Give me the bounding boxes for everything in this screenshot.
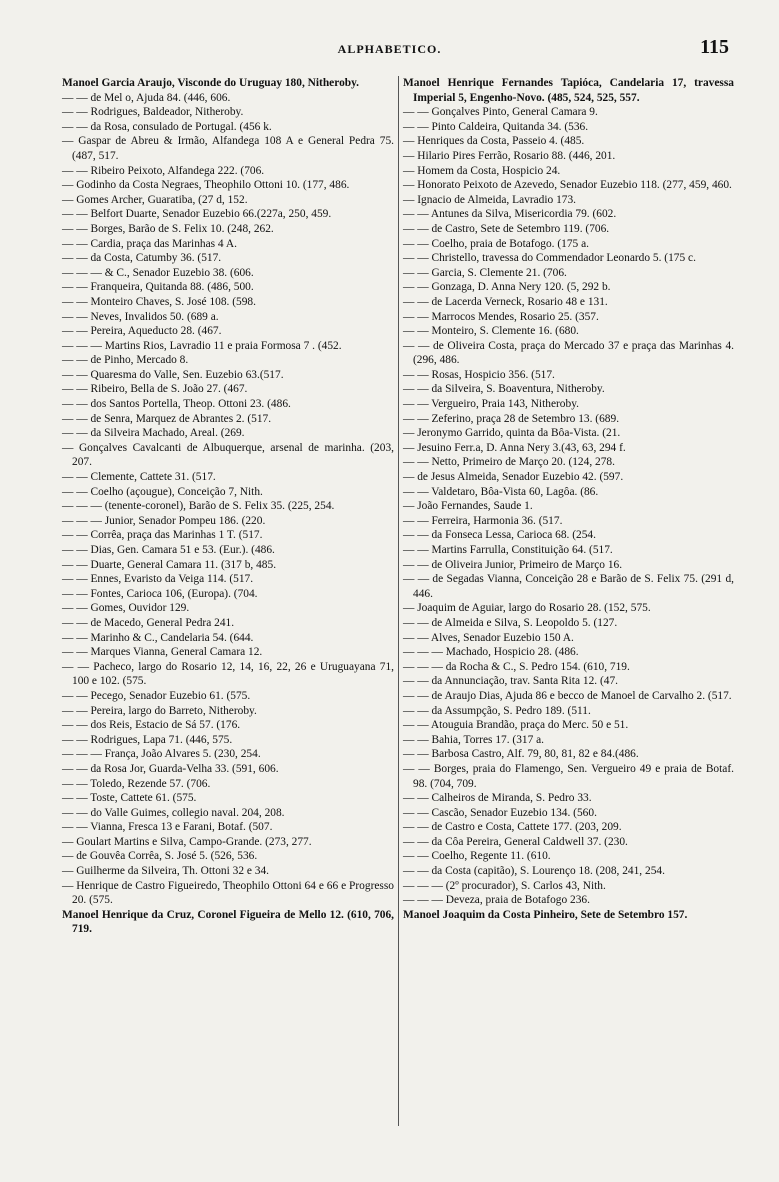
left-column bbox=[62, 76, 398, 1126]
directory-entry: — — Franqueira, Quitanda 88. (486, 500. bbox=[62, 281, 254, 294]
directory-entry: — — da Rosa, consulado de Portugal. (456 k. bbox=[62, 120, 272, 133]
directory-entry: — — da Costa (capitão), S. Lourenço 18. (208, 241, 254. bbox=[403, 865, 665, 878]
directory-entry: — — Coelho (açougue), Conceição 7, Nith. bbox=[62, 485, 263, 498]
directory-entry: — — Borges, Barão de S. Felix 10. (248, 262. bbox=[62, 222, 274, 235]
directory-entry: — João Fernandes, Saude 1. bbox=[403, 500, 533, 513]
directory-entry: — — de Segadas Vianna, Conceição 28 e Barão de S. Felix 75. (291 d, 446. bbox=[403, 573, 734, 600]
directory-entry: — — Pereira, largo do Barreto, Nitheroby. bbox=[62, 704, 257, 717]
directory-entry: — — Gonçalves Pinto, General Camara 9. bbox=[403, 106, 598, 119]
directory-entry: — — de Oliveira Costa, praça do Mercado 37 e praça das Marinhas 4. (296, 486. bbox=[403, 339, 734, 367]
directory-entry: — Gomes Archer, Guaratiba, (27 d, 152. bbox=[62, 193, 248, 206]
directory-entry: — — de Castro e Costa, Cattete 177. (203, 209. bbox=[403, 821, 622, 834]
directory-entry: — — Belfort Duarte, Senador Euzebio 66.(227a, 250, 459. bbox=[62, 208, 332, 221]
directory-entry: — Godinho da Costa Negraes, Theophilo Ottoni 10. (177, 486. bbox=[62, 179, 350, 192]
directory-entry: — — — (2º procurador), S. Carlos 43, Nith. bbox=[403, 879, 606, 892]
directory-entry: — — Gonzaga, D. Anna Nery 120. (5, 292 b. bbox=[403, 281, 611, 294]
directory-entry: — — Marinho & C., Candelaria 54. (644. bbox=[62, 631, 254, 644]
directory-entry: — — Cascão, Senador Euzebio 134. (560. bbox=[403, 806, 597, 819]
directory-entry: — — — Martins Rios, Lavradio 11 e praia Formosa 7 . (452. bbox=[62, 339, 342, 352]
directory-entry: — Ignacio de Almeida, Lavradio 173. bbox=[403, 193, 577, 206]
directory-entry: — — da Silveira, S. Boaventura, Nitheroby. bbox=[403, 383, 605, 396]
directory-entry: — — de Oliveira Junior, Primeiro de Março 16. bbox=[403, 558, 623, 571]
directory-entry: Manoel Joaquim da Costa Pinheiro, Sete de Setembro 157. bbox=[403, 908, 688, 921]
directory-entry: — Hilario Pires Ferrão, Rosario 88. (446, 201. bbox=[403, 149, 616, 162]
directory-entry: — Guilherme da Silveira, Th. Ottoni 32 e 34. bbox=[62, 865, 270, 878]
directory-entry: — — Alves, Senador Euzebio 150 A. bbox=[403, 631, 574, 644]
directory-entry: — — Dias, Gen. Camara 51 e 53. (Eur.). (486. bbox=[62, 544, 275, 556]
directory-entry: — — de Castro, Sete de Setembro 119. (706. bbox=[403, 222, 610, 235]
directory-entry: — — da Côa Pereira, General Caldwell 37. (230. bbox=[403, 835, 628, 848]
directory-entry: — — Corrêa, praça das Marinhas 1 T. (517. bbox=[62, 529, 263, 542]
directory-entry: — — da Assumpção, S. Pedro 189. (511. bbox=[403, 704, 591, 717]
directory-entry: — Jeronymo Garrido, quinta da Bôa-Vista. (21. bbox=[403, 427, 621, 440]
directory-entry: — — Duarte, General Camara 11. (317 b, 485. bbox=[62, 558, 277, 571]
directory-entry: — — Vergueiro, Praia 143, Nitheroby. bbox=[403, 398, 579, 411]
directory-entry: — — Coelho, praia de Botafogo. (175 a. bbox=[403, 237, 590, 250]
directory-entry: — — de Lacerda Verneck, Rosario 48 e 131. bbox=[403, 295, 608, 308]
directory-entry: — — de Araujo Dias, Ajuda 86 e becco de Manoel de Carvalho 2. (517. bbox=[403, 689, 732, 702]
directory-entry: — — — Machado, Hospicio 28. (486. bbox=[403, 646, 579, 659]
directory-entry: — — Neves, Invalidos 50. (689 a. bbox=[62, 310, 219, 323]
directory-entry: — — da Silveira Machado, Areal. (269. bbox=[62, 427, 245, 440]
directory-entry: — Joaquim de Aguiar, largo do Rosario 28. (152, 575. bbox=[403, 602, 651, 615]
directory-entry: — — Netto, Primeiro de Março 20. (124, 278. bbox=[403, 456, 615, 469]
columns bbox=[62, 76, 734, 1126]
directory-entry: — — da Rosa Jor, Guarda-Velha 33. (591, 606. bbox=[62, 762, 279, 775]
directory-entry: — — Garcia, S. Clemente 21. (706. bbox=[403, 266, 567, 279]
directory-entry: Manoel Henrique Fernandes Tapióca, Candelaria 17, travessa Imperial 5, Engenho-Novo. (485, 524, 525, 557. bbox=[403, 77, 734, 104]
directory-entry: — — — França, João Alvares 5. (230, 254. bbox=[62, 748, 261, 761]
directory-entry: — Honorato Peixoto de Azevedo, Senador Euzebio 118. (277, 459, 460. bbox=[403, 179, 732, 192]
directory-entry: — — Monteiro Chaves, S. José 108. (598. bbox=[62, 295, 256, 308]
directory-entry: — — Quaresma do Valle, Sen. Euzebio 63.(517. bbox=[62, 368, 284, 381]
directory-entry: — Goulart Martins e Silva, Campo-Grande. (273, 277. bbox=[62, 835, 312, 848]
directory-entry: — — Rodrigues, Baldeador, Nitheroby. bbox=[62, 106, 244, 119]
directory-entry: — — Clemente, Cattete 31. (517. bbox=[62, 471, 216, 484]
directory-entry: — — Valdetaro, Bôa-Vista 60, Lagôa. (86. bbox=[403, 485, 599, 498]
directory-entry: — — Pereira, Aqueducto 28. (467. bbox=[62, 325, 222, 338]
directory-entry: — — Christello, travessa do Commendador Leonardo 5. (175 c. bbox=[403, 252, 696, 265]
directory-entry: — — Pecego, Senador Euzebio 61. (575. bbox=[62, 689, 251, 702]
directory-entry: — — Pinto Caldeira, Quitanda 34. (536. bbox=[403, 120, 589, 133]
directory-entry: — — Marques Vianna, General Camara 12. bbox=[62, 646, 263, 659]
directory-entry: — — Coelho, Regente 11. (610. bbox=[403, 850, 551, 863]
directory-entry: — — Toste, Cattete 61. (575. bbox=[62, 792, 197, 805]
directory-entry: — — Vianna, Fresca 13 e Farani, Botaf. (507. bbox=[62, 821, 273, 834]
directory-entry: — — Rodrigues, Lapa 71. (446, 575. bbox=[62, 733, 233, 746]
directory-entry: — Homem da Costa, Hospicio 24. bbox=[403, 164, 561, 177]
directory-entry: — — de Mel o, Ajuda 84. (446, 606. bbox=[62, 91, 231, 104]
directory-entry: — — — Deveza, praia de Botafogo 236. bbox=[403, 894, 590, 907]
directory-entry: — — Bahia, Torres 17. (317 a. bbox=[403, 733, 545, 746]
running-head bbox=[0, 36, 779, 66]
directory-entry: Manoel Henrique da Cruz, Coronel Figueira de Mello 12. (610, 706, 719. bbox=[62, 908, 394, 936]
directory-entry: — — Monteiro, S. Clemente 16. (680. bbox=[403, 325, 579, 338]
directory-entry: — — — & C., Senador Euzebio 38. (606. bbox=[62, 266, 254, 279]
page-number: 115 bbox=[700, 36, 729, 58]
running-title: ALPHABETICO. bbox=[337, 42, 442, 56]
directory-entry: — — Martins Farrulla, Constituição 64. (517. bbox=[403, 544, 613, 556]
directory-entry: — — Antunes da Silva, Misericordia 79. (602. bbox=[403, 208, 617, 221]
directory-entry: — — Ribeiro Peixoto, Alfandega 222. (706. bbox=[62, 164, 265, 177]
directory-entry: — de Jesus Almeida, Senador Euzebio 42. (597. bbox=[403, 471, 624, 484]
directory-entry: — — Rosas, Hospicio 356. (517. bbox=[403, 368, 555, 381]
directory-entry: — — dos Reis, Estacio de Sá 57. (176. bbox=[62, 719, 241, 732]
directory-entry: Manoel Garcia Araujo, Visconde do Uruguay 180, Nitheroby. bbox=[62, 77, 360, 89]
directory-entry: — — de Almeida e Silva, S. Leopoldo 5. (127. bbox=[403, 616, 618, 629]
right-column bbox=[398, 76, 734, 1126]
directory-entry: — — de Macedo, General Pedra 241. bbox=[62, 616, 235, 629]
directory-entry: — — Cardia, praça das Marinhas 4 A. bbox=[62, 237, 237, 250]
directory-entry: — — Toledo, Rezende 57. (706. bbox=[62, 777, 211, 790]
directory-entry: — — dos Santos Portella, Theop. Ottoni 23. (486. bbox=[62, 398, 291, 411]
directory-entry: — — da Annunciação, trav. Santa Rita 12. (47. bbox=[403, 675, 618, 688]
directory-entry: — — Fontes, Carioca 106, (Europa). (704. bbox=[62, 587, 258, 600]
directory-entry: — — de Pinho, Mercado 8. bbox=[62, 354, 189, 367]
directory-entry: — — Barbosa Castro, Alf. 79, 80, 81, 82 e 84.(486. bbox=[403, 748, 639, 761]
directory-entry: — Gonçalves Cavalcanti de Albuquerque, arsenal de marinha. (203, 207. bbox=[62, 441, 394, 469]
directory-entry: — — Borges, praia do Flamengo, Sen. Vergueiro 49 e praia de Botaf. 98. (704, 709. bbox=[403, 762, 734, 790]
directory-entry: — — Ennes, Evaristo da Veiga 114. (517. bbox=[62, 573, 254, 586]
directory-entry: — Henriques da Costa, Passeio 4. (485. bbox=[403, 135, 585, 148]
directory-entry: — — do Valle Guimes, collegio naval. 204, 208. bbox=[62, 806, 285, 819]
directory-entry: — — da Fonseca Lessa, Carioca 68. (254. bbox=[403, 529, 596, 542]
directory-entry: — — Pacheco, largo do Rosario 12, 14, 16, 22, 26 e Uruguayana 71, 100 e 102. (575. bbox=[62, 660, 394, 688]
directory-entry: — — Marrocos Mendes, Rosario 25. (357. bbox=[403, 310, 599, 323]
directory-entry: — — — (tenente-coronel), Barão de S. Felix 35. (225, 254. bbox=[62, 500, 335, 513]
directory-entry: — Henrique de Castro Figueiredo, Theophilo Ottoni 64 e 66 e Progresso 20. (575. bbox=[62, 879, 394, 907]
directory-entry: — — da Costa, Catumby 36. (517. bbox=[62, 252, 222, 265]
directory-entry: — — Zeferino, praça 28 de Setembro 13. (689. bbox=[403, 412, 620, 425]
directory-entry: — — Gomes, Ouvidor 129. bbox=[62, 602, 190, 615]
directory-entry: — Jesuino Ferr.a, D. Anna Nery 3.(43, 63, 294 f. bbox=[403, 441, 626, 454]
directory-entry: — — Calheiros de Miranda, S. Pedro 33. bbox=[403, 792, 592, 805]
directory-entry: — — de Senra, Marquez de Abrantes 2. (517. bbox=[62, 412, 272, 425]
directory-entry: — Gaspar de Abreu & Irmão, Alfandega 108 A e General Pedra 75. (487, 517. bbox=[62, 135, 394, 162]
directory-entry: — — Ribeiro, Bella de S. João 27. (467. bbox=[62, 383, 248, 396]
directory-entry: — de Gouvêa Corrêa, S. José 5. (526, 536. bbox=[62, 850, 258, 863]
directory-entry: — — — da Rocha & C., S. Pedro 154. (610, 719. bbox=[403, 660, 630, 673]
directory-entry: — — Atouguia Brandão, praça do Merc. 50 e 51. bbox=[403, 719, 629, 732]
directory-entry: — — — Junior, Senador Pompeu 186. (220. bbox=[62, 514, 266, 527]
directory-entry: — — Ferreira, Harmonia 36. (517. bbox=[403, 514, 563, 527]
